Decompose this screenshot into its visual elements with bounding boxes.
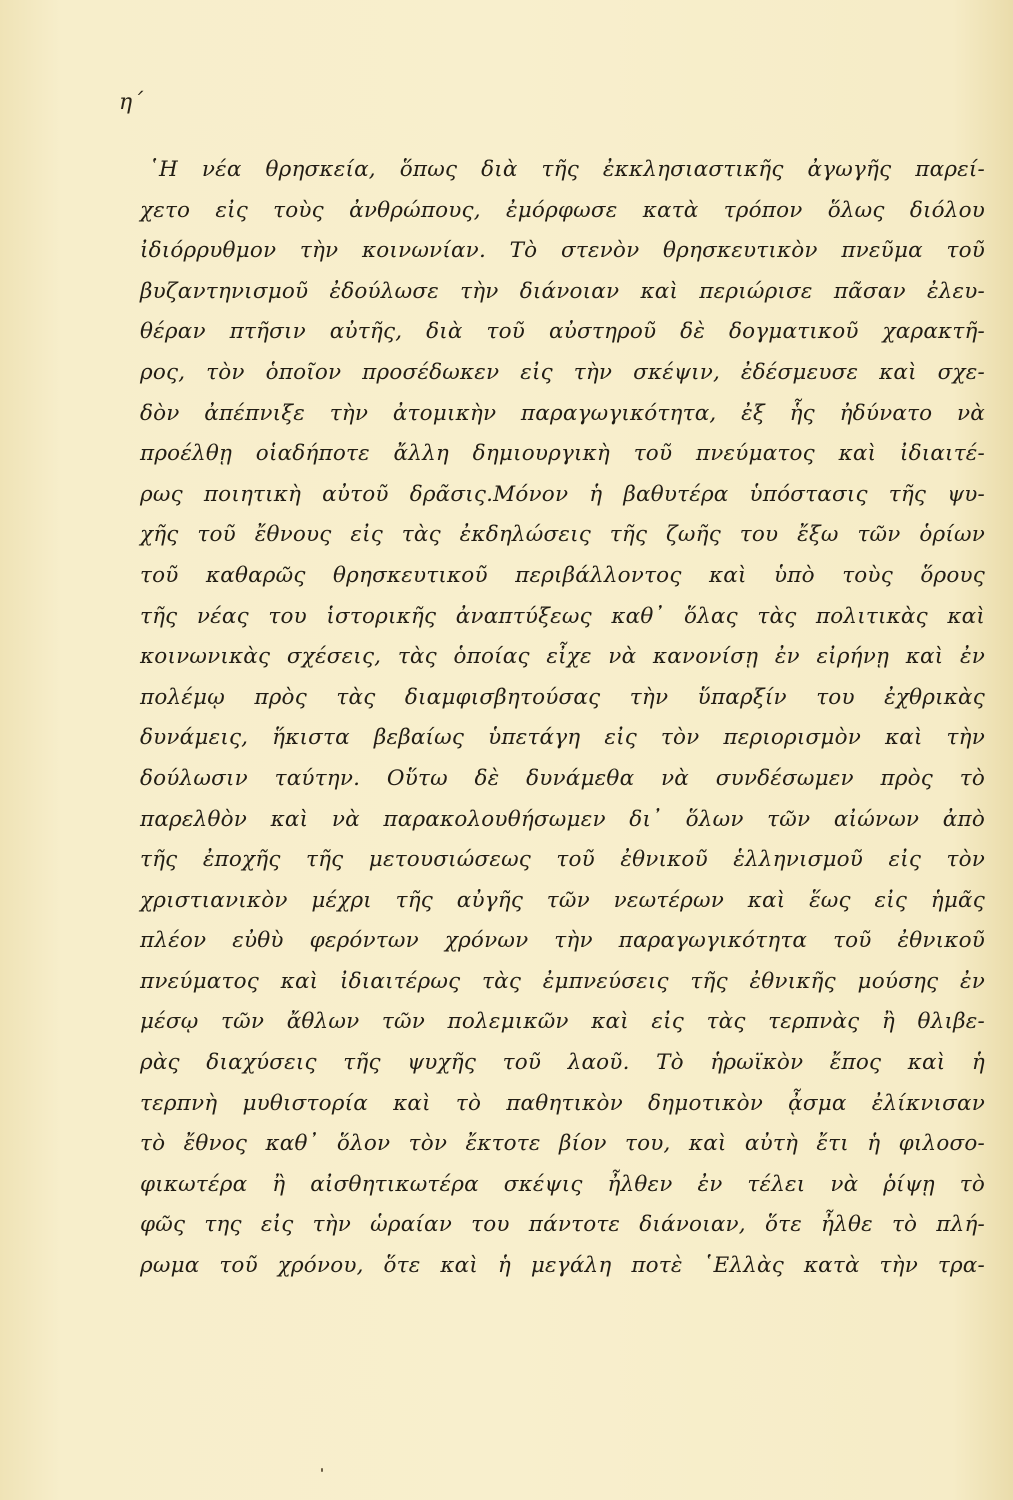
text-line: τῆς ἐποχῆς τῆς μετουσιώσεως τοῦ ἐθνικοῦ ἑλληνισμοῦ εἰς τὸν (140, 847, 985, 873)
text-line: πνεύματος καὶ ἰδιαιτέρως τὰς ἐμπνεύσεις τῆς ἐθνικῆς μούσης ἐν (140, 968, 985, 994)
text-line: τερπνὴ μυθιστορία καὶ τὸ παθητικὸν δημοτικὸν ᾆσμα ἐλίκνισαν (140, 1090, 985, 1116)
text-line: κοινωνικὰς σχέσεις, τὰς ὁποίας εἶχε νὰ κανονίσῃ ἐν εἰρήνῃ καὶ ἐν (140, 644, 985, 670)
text-line: ρως ποιητικὴ αὐτοῦ δρᾶσις.Μόνον ἡ βαθυτέρα ὑπόστασις τῆς ψυ- (140, 481, 985, 507)
text-line: προέλθῃ οἱαδήποτε ἄλλη δημιουργικὴ τοῦ πνεύματος καὶ ἰδιαιτέ- (140, 441, 985, 467)
body-text (140, 150, 985, 1287)
text-line: ῾Η νέα θρησκεία, ὅπως διὰ τῆς ἐκκλησιαστικῆς ἀγωγῆς παρεί- (148, 157, 985, 182)
text-line: παρελθὸν καὶ νὰ παρακολουθήσωμεν δι᾽ ὅλων τῶν αἰώνων ἀπὸ (140, 806, 985, 832)
text-line: τῆς νέας του ἱστορικῆς ἀναπτύξεως καθ᾽ ὅλας τὰς πολιτικὰς καὶ (140, 603, 985, 629)
page-number: η΄ (119, 90, 144, 115)
text-line: δὸν ἀπέπνιξε τὴν ἀτομικὴν παραγωγικότητα, ἐξ ἧς ἠδύνατο νὰ (140, 400, 985, 426)
text-line: δυνάμεις, ἥκιστα βεβαίως ὑπετάγη εἰς τὸν περιορισμὸν καὶ τὴν (140, 725, 985, 751)
text-line: θέραν πτῆσιν αὐτῆς, διὰ τοῦ αὐστηροῦ δὲ δογματικοῦ χαρακτῆ- (140, 319, 985, 345)
text-line: ρὰς διαχύσεις τῆς ψυχῆς τοῦ λαοῦ. Τὸ ἡρωϊκὸν ἔπος καὶ ἡ (140, 1050, 985, 1076)
text-line: βυζαντηνισμοῦ ἐδούλωσε τὴν διάνοιαν καὶ περιώρισε πᾶσαν ἐλευ- (140, 278, 985, 304)
text-line: φῶς της εἰς τὴν ὡραίαν του πάντοτε διάνοιαν, ὅτε ἦλθε τὸ πλή- (140, 1212, 985, 1238)
text-line: τοῦ καθαρῶς θρησκευτικοῦ περιβάλλοντος καὶ ὑπὸ τοὺς ὅρους (140, 562, 985, 588)
text-line: πλέον εὐθὺ φερόντων χρόνων τὴν παραγωγικότητα τοῦ ἐθνικοῦ (140, 928, 985, 954)
text-line: ἰδιόρρυθμον τὴν κοινωνίαν. Τὸ στενὸν θρησκευτικὸν πνεῦμα τοῦ (140, 238, 985, 264)
text-line: χῆς τοῦ ἔθνους εἰς τὰς ἐκδηλώσεις τῆς ζωῆς του ἔξω τῶν ὁρίων (140, 522, 985, 548)
text-line: ρωμα τοῦ χρόνου, ὅτε καὶ ἡ μεγάλη ποτὲ ῾Ελλὰς κατὰ τὴν τρα- (140, 1253, 985, 1279)
text-line: τὸ ἔθνος καθ᾽ ὅλον τὸν ἔκτοτε βίον του, καὶ αὐτὴ ἔτι ἡ φιλοσο- (140, 1131, 985, 1157)
text-line: ρος, τὸν ὁποῖον προσέδωκεν εἰς τὴν σκέψιν, ἐδέσμευσε καὶ σχε- (140, 359, 985, 385)
text-line: μέσῳ τῶν ἄθλων τῶν πολεμικῶν καὶ εἰς τὰς τερπνὰς ἢ θλιβε- (140, 1009, 985, 1035)
text-line: δούλωσιν ταύτην. Οὕτω δὲ δυνάμεθα νὰ συνδέσωμεν πρὸς τὸ (140, 765, 985, 791)
text-line: πολέμῳ πρὸς τὰς διαμφισβητούσας τὴν ὕπαρξίν του ἐχθρικὰς (140, 684, 985, 710)
paper-speck (321, 1468, 323, 1472)
text-line: χριστιανικὸν μέχρι τῆς αὐγῆς τῶν νεωτέρων καὶ ἕως εἰς ἡμᾶς (140, 887, 985, 913)
text-line: φικωτέρα ἢ αἰσθητικωτέρα σκέψις ἦλθεν ἐν τέλει νὰ ῥίψῃ τὸ (140, 1171, 985, 1197)
text-line: χετο εἰς τοὺς ἀνθρώπους, ἐμόρφωσε κατὰ τρόπον ὅλως διόλου (140, 197, 985, 223)
